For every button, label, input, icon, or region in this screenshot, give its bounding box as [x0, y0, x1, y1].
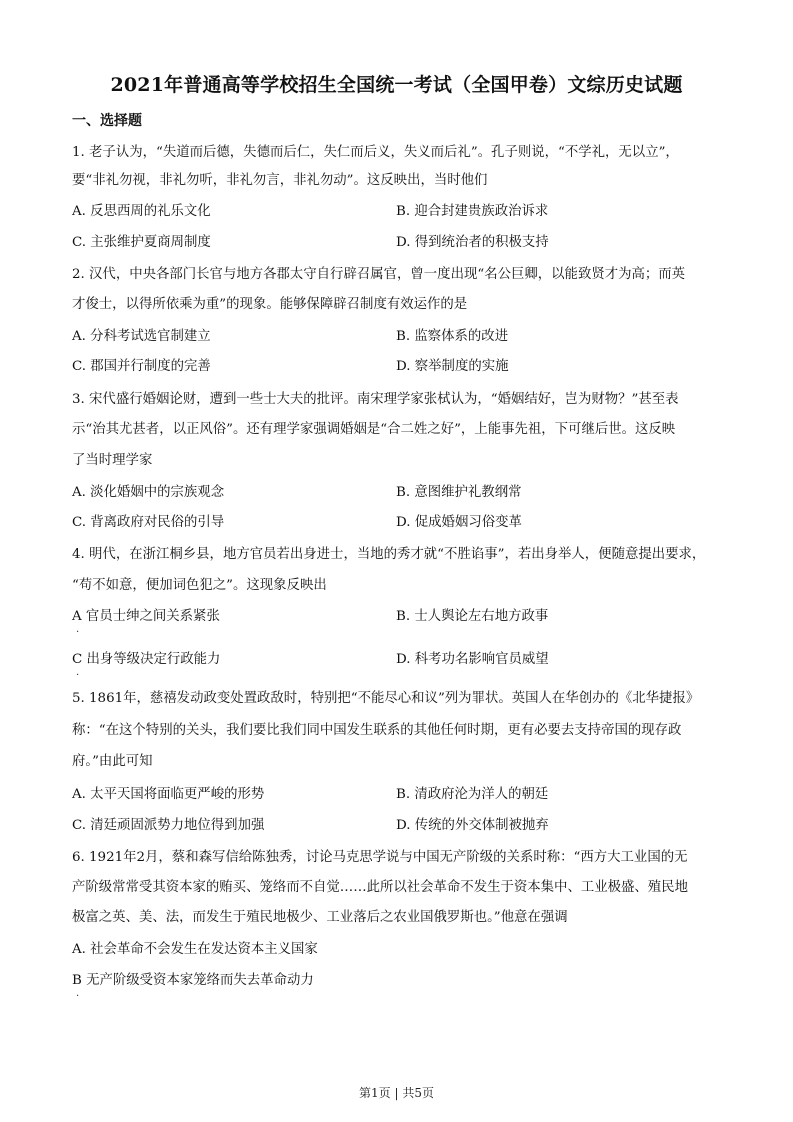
section-heading: 一、选择题 — [72, 113, 142, 129]
question-3-stem-line-2: 示“治其尤甚者，以正风俗”。还有理学家强调婚姻是“合二姓之好”，上能事先祖，下可继后世。这反映 — [72, 422, 676, 437]
stray-dot-mark: · — [76, 991, 80, 1002]
page-footer: 第1页 | 共5页 — [359, 1086, 434, 1100]
question-1-option-d: D. 得到统治者的积极支持 — [396, 235, 549, 250]
question-3-option-c: C. 背离政府对民俗的引导 — [72, 515, 225, 530]
question-1-stem-line-2: 要“非礼勿视，非礼勿听，非礼勿言，非礼勿动”。这反映出，当时他们 — [72, 173, 488, 188]
question-4-option-d: D. 科考功名影响官员威望 — [396, 652, 549, 667]
question-3-stem-line-1: 3. 宋代盛行婚姻论财，遭到一些士大夫的批评。南宋理学家张栻认为，“婚姻结好，岂为财物？”甚至表 — [72, 392, 679, 407]
stray-dot-mark: · — [76, 627, 80, 638]
question-5-option-a: A. 太平天国将面临更严峻的形势 — [72, 787, 265, 802]
question-4-option-b: B. 士人舆论左右地方政事 — [396, 609, 549, 624]
question-4-option-a: A 官员士绅之间关系紧张 — [72, 609, 220, 624]
question-3-option-a: A. 淡化婚姻中的宗族观念 — [72, 485, 225, 500]
question-2-stem-line-2: 才俊士，以得所依乘为重”的现象。能够保障辟召制度有效运作的是 — [72, 297, 468, 312]
question-6-stem-line-3: 极富之英、美、法，而发生于殖民地极少、工业落后之农业国俄罗斯也。”他意在强调 — [72, 910, 568, 925]
page-title: 2021年普通高等学校招生全国统一考试（全国甲卷）文综历史试题 — [110, 74, 683, 96]
question-4-stem-line-2: “苟不如意，便加词色犯之”。这现象反映出 — [72, 578, 327, 593]
question-5-stem-line-2: 称：“在这个特别的关头，我们要比我们同中国发生联系的其他任何时期，更有必要去支持帝国的现存政 — [72, 723, 682, 738]
question-1-option-a: A. 反思西周的礼乐文化 — [72, 204, 211, 219]
question-5-stem-line-3: 府。”由此可知 — [72, 754, 153, 769]
question-5-option-c: C. 清廷顽固派势力地位得到加强 — [72, 818, 265, 833]
question-3-option-d: D. 促成婚姻习俗变革 — [396, 515, 522, 530]
question-5-stem-line-1: 5. 1861年，慈禧发动政变处置政敌时，特别把“不能尽心和议”列为罪状。英国人在华创办的《北华捷报》 — [72, 691, 700, 706]
stray-dot-mark: · — [76, 670, 80, 681]
question-6-stem-line-1: 6. 1921年2月，蔡和森写信给陈独秀，讨论马克思学说与中国无产阶级的关系时称：“西方大工业国的无 — [72, 850, 688, 865]
question-3-stem-line-3: 了当时理学家 — [72, 453, 153, 468]
question-1-option-b: B. 迎合封建贵族政治诉求 — [396, 204, 549, 219]
question-4-stem-line-1: 4. 明代，在浙江桐乡县，地方官员若出身进士，当地的秀才就“不胜谄事”，若出身举人，便随意提出要求， — [72, 547, 706, 562]
question-2-stem-line-1: 2. 汉代，中央各部门长官与地方各郡太守自行辟召属官，曾一度出现“名公巨卿，以能致贤才为高；而英 — [72, 267, 686, 282]
question-2-option-d: D. 察举制度的实施 — [396, 359, 509, 374]
question-3-option-b: B. 意图维护礼教纲常 — [396, 485, 522, 500]
question-4-option-c: C 出身等级决定行政能力 — [72, 652, 221, 667]
question-6-stem-line-2: 产阶级常常受其资本家的贿买、笼络而不自觉……此所以社会革命不发生于资本集中、工业极盛、殖民地 — [72, 880, 688, 895]
question-2-option-c: C. 郡国并行制度的完善 — [72, 359, 211, 374]
question-5-option-b: B. 清政府沦为洋人的朝廷 — [396, 787, 549, 802]
question-6-option-a: A. 社会革命不会发生在发达资本主义国家 — [72, 942, 318, 957]
question-1-stem-line-1: 1. 老子认为，“失道而后德，失德而后仁，失仁而后义，失义而后礼”。孔子则说，“不学礼，无以立”， — [72, 145, 679, 160]
question-5-option-d: D. 传统的外交体制被抛弃 — [396, 818, 549, 833]
question-1-option-c: C. 主张维护夏商周制度 — [72, 235, 211, 250]
question-2-option-b: B. 监察体系的改进 — [396, 329, 509, 344]
question-6-option-b: B 无产阶级受资本家笼络而失去革命动力 — [72, 973, 314, 988]
question-2-option-a: A. 分科考试选官制建立 — [72, 329, 211, 344]
